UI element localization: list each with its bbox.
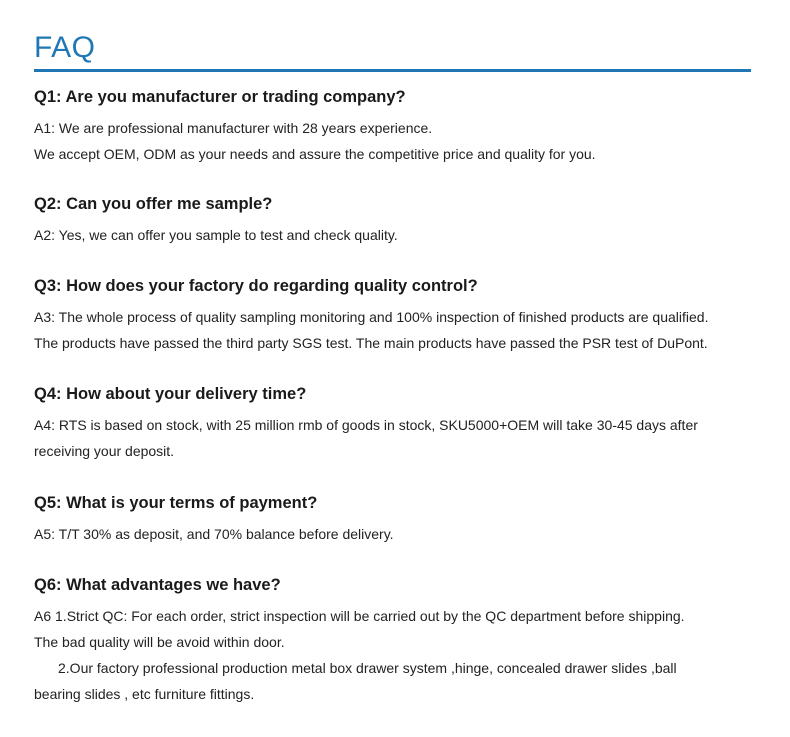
faq-question: Q4: How about your delivery time?: [34, 385, 307, 403]
faq-item-1: [34, 86, 764, 167]
faq-answer-line: The products have passed the third party SGS test. The main products have passed the PSR test of DuPont.: [34, 335, 708, 351]
faq-answer-line: receiving your deposit.: [34, 443, 175, 459]
faq-answer-line: A2: Yes, we can offer you sample to test and check quality.: [34, 227, 398, 243]
faq-answer-line: A6 1.Strict QC: For each order, strict inspection will be carried out by the QC department before shipping.: [34, 608, 685, 624]
page-title: FAQ: [34, 31, 96, 64]
faq-answer-line: A1: We are professional manufacturer with 28 years experience.: [34, 120, 433, 136]
faq-answer-line: The bad quality will be avoid within door.: [34, 634, 285, 650]
faq-answer-line: 2.Our factory professional production metal box drawer system ,hinge, concealed drawer slides ,ball: [58, 660, 677, 676]
faq-question: Q1: Are you manufacturer or trading company?: [34, 88, 406, 106]
faq-answer-line: We accept OEM, ODM as your needs and assure the competitive price and quality for you.: [34, 146, 596, 162]
faq-item-5: [34, 492, 764, 547]
title-divider: [34, 69, 751, 72]
faq-question: Q5: What is your terms of payment?: [34, 494, 318, 512]
faq-question: Q3: How does your factory do regarding quality control?: [34, 277, 478, 295]
faq-answer-line: A4: RTS is based on stock, with 25 million rmb of goods in stock, SKU5000+OEM will take 30-45 days after: [34, 417, 698, 433]
faq-question: Q6: What advantages we have?: [34, 576, 281, 594]
faq-answer-line: A5: T/T 30% as deposit, and 70% balance before delivery.: [34, 526, 394, 542]
faq-item-3: [34, 275, 764, 356]
faq-item-6: [34, 574, 764, 707]
faq-answer-line: bearing slides , etc furniture fittings.: [34, 686, 255, 702]
faq-item-4: [34, 383, 764, 464]
faq-answer-line: A3: The whole process of quality sampling monitoring and 100% inspection of finished products are qualified.: [34, 309, 709, 325]
faq-item-2: [34, 193, 764, 248]
faq-question: Q2: Can you offer me sample?: [34, 195, 273, 213]
